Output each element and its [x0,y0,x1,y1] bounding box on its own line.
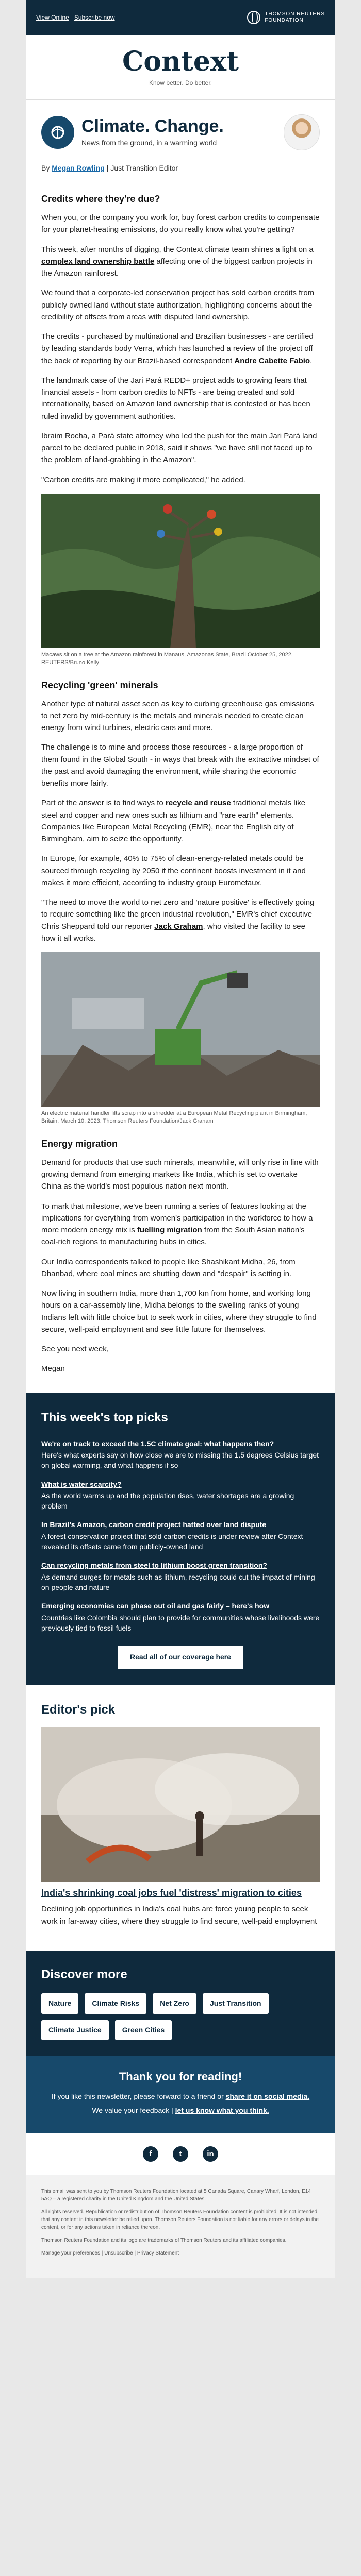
pick-item [41,1519,320,1552]
topic-chip-nature[interactable]: Nature [41,1993,78,2014]
text: The credits - purchased by multinational and Brazilian businesses - are certified by leading standards body Verra, which has launched a review of the project off the back of reporting by our Brazil-based correspondent [41,332,314,365]
pick-description: A forest conservation project that sold carbon credits is under review after Context revealed its offsets came from publicly-owned land [41,1532,303,1551]
top-picks-section [26,1393,335,1685]
discover-heading: Discover more [41,1967,127,1981]
paragraph [41,797,320,845]
newsletter-subtitle: News from the ground, in a warming world [81,139,217,147]
coal-migration-photo[interactable] [41,1727,320,1882]
photo-caption: Macaws sit on a tree at the Amazon rainforest in Manaus, Amazonas State, Brazil October 25, 2022. REUTERS/Bruno Kelly [41,651,293,666]
paragraph: "Carbon credits are making it more complicated," he added. [41,475,245,484]
paragraph: When you, or the company you work for, buy forest carbon credits to compensate for your planet-heating emissions, do you really know what you're getting? [41,213,320,234]
section-heading-recycling: Recycling 'green' minerals [41,680,158,690]
share-link[interactable]: share it on social media. [225,2092,310,2100]
paragraph: In Europe, for example, 40% to 75% of clean-energy-related metals could be sourced through recycling by 2050 if the continent boosts investment in it and makes it more efficient, according to industry group Eurometaux. [41,854,306,887]
pick-description: Here's what experts say on how close we are to missing the 1.5 degrees Celsius target on global warming, and what happens if so [41,1451,319,1470]
recycle-link[interactable]: recycle and reuse [165,799,231,808]
climate-icon [41,116,74,149]
footer [26,2175,335,2278]
editors-pick-section [26,1685,335,1951]
facebook-icon[interactable]: f [143,2146,158,2162]
topic-chip-net-zero[interactable]: Net Zero [153,1993,196,2014]
pick-description: As the world warms up and the population rises, water shortages are a growing problem [41,1491,294,1511]
share-line [41,2091,320,2103]
newsletter-title: Climate. Change. [81,116,224,136]
topic-chip-climate-justice[interactable]: Climate Justice [41,2020,109,2041]
text: traditional metals like steel and copper and new ones such as lithium and "rare earth" elements. Companies like European Metal Recycling (EMR), near the English city of Birmingham, aim to seize the opportunity. [41,799,305,844]
top-bar [26,0,335,35]
footer-text: Thomson Reuters Foundation and its logo are trademarks of Thomson Reuters and its affiliated companies. [41,2237,287,2243]
pick-title-link[interactable]: What is water scarcity? [41,1480,122,1488]
coverage-button-row [41,1646,320,1669]
paragraph [41,244,320,280]
paragraph: We found that a corporate-led conservation project has sold carbon credits from publicly owned land without state authorization, highlighting concerns about the credibility of offsets from areas with disputed land ownership. [41,289,315,321]
social-links [26,2133,335,2175]
byline [26,163,335,181]
tagline: Know better. Do better. [149,79,212,87]
paragraph: The landmark case of the Jari Pará REDD+ project adds to growing fears that financial assets - from carbon credits to NFTs - are being created and sold internationally, based on Amazon land ownership that is contested or has been ruled invalid by government authorities. [41,376,310,421]
text: We value your feedback | [92,2106,175,2115]
topic-chip-just-transition[interactable]: Just Transition [203,1993,269,2014]
twitter-icon[interactable]: t [173,2146,188,2162]
linkedin-icon[interactable]: in [203,2146,218,2162]
editors-pick-title-link[interactable]: India's shrinking coal jobs fuel 'distress' migration to cities [41,1888,302,1899]
foundation-logo [247,11,325,24]
paragraph [41,331,320,367]
email-container [26,0,335,2278]
text: . [310,356,313,365]
context-logo[interactable]: Context [122,46,239,77]
paragraph: Now living in southern India, more than 1,700 km from home, and working long hours on a car-assembly line, Midha belongs to the swelling ranks of young Indians left with little choice but to seek work in cities, where they struggle to find secure, well-paid employment and see little future for themselves. [41,1289,317,1334]
newsletter-header [26,100,335,163]
top-links [36,13,115,23]
pick-item [41,1560,320,1592]
sign-off: See you next week, [41,1345,109,1354]
pick-title-link[interactable]: Can recycling metals from steel to lithium boost green transition? [41,1561,267,1570]
amazon-macaws-photo [41,494,320,648]
thanks-heading: Thank you for reading! [119,2070,242,2083]
editors-pick-description: Declining job opportunities in India's coal hubs are force young people to seek work in far-away cities, where they struggle to find secure, well-paid employment [41,1905,317,1926]
pick-title-link[interactable]: Emerging economies can phase out oil and gas fairly – here's how [41,1602,270,1611]
pick-description: Countries like Colombia should plan to provide for communities whose livelihoods were previously tied to fossil fuels [41,1613,320,1632]
migration-link[interactable]: fuelling migration [137,1226,202,1235]
feedback-link[interactable]: let us know what you think. [175,2106,269,2115]
newsletter-title-block [41,116,224,149]
article-body [26,192,335,1375]
text: To mark that milestone, we've been running a series of features looking at the implications for everything from women's participation in the workforce to how a more modern energy mix is [41,1201,313,1235]
org-name-line1: THOMSON REUTERS [265,11,325,17]
topic-chips [41,1993,320,2040]
thanks-section [26,2056,335,2132]
footer-links[interactable]: Manage your preferences | Unsubscribe | Privacy Statement [41,2250,179,2256]
org-name-line2: FOUNDATION [265,18,304,23]
paragraph [41,896,320,944]
author-role: | Just Transition Editor [106,163,178,172]
text: Part of the answer is to find ways to [41,799,166,808]
paragraph: The challenge is to mine and process those resources - a large proportion of them found in the Global South - in ways that break with the extractive mindset of the past and avoid damaging the environment, while sharing the economic benefits more fairly. [41,743,319,788]
subscribe-link[interactable]: Subscribe now [74,13,115,21]
top-picks-heading: This week's top picks [41,1410,168,1425]
globe-icon [247,11,260,24]
author-avatar [284,114,320,150]
pick-item [41,1438,320,1471]
pick-item [41,1601,320,1633]
text: affecting one of the biggest carbon projects in the Amazon rainforest. [41,257,313,278]
feedback-line [41,2105,320,2116]
footer-text: All rights reserved. Republication or redistribution of Thomson Reuters Foundation content is prohibited. It is not intended that any content in this newsletter be relied upon. Thomson Reuters Foundation is not liable for any errors or delays in the content, or for any actions taken in reliance thereon. [41,2209,319,2230]
pick-description: As demand surges for metals such as lithium, recycling could cut the impact of mining on people and nature [41,1572,315,1591]
land-battle-link[interactable]: complex land ownership battle [41,257,155,266]
pick-title-link[interactable]: In Brazil's Amazon, carbon credit project hatted over land dispute [41,1520,267,1529]
reporter-link[interactable]: Jack Graham [154,922,203,931]
scrap-recycling-photo [41,952,320,1107]
discover-section [26,1951,335,2056]
author-link[interactable]: Megan Rowling [52,163,105,172]
masthead [26,35,335,100]
topic-chip-climate-risks[interactable]: Climate Risks [85,1993,146,2014]
sign-name: Megan [41,1364,65,1374]
footer-text: This email was sent to you by Thomson Reuters Foundation located at 5 Canada Square, Canary Wharf, London, E14 5AQ – a registered charity in the United Kingdom and the United States. [41,2188,311,2202]
text: from the South Asian nation's coal-rich regions to manufacturing hubs in cities. [41,1226,305,1247]
read-coverage-button[interactable]: Read all of our coverage here [118,1646,243,1669]
paragraph [41,1200,320,1248]
topic-chip-green-cities[interactable]: Green Cities [115,2020,172,2041]
correspondent-link[interactable]: Andre Cabette Fabio [234,356,310,365]
section-heading-credits: Credits where they're due? [41,194,160,205]
paragraph: Our India correspondents talked to people like Shashikant Midha, 26, from Dhanbad, where coal mines are shutting down and "despair" is setting in. [41,1257,296,1278]
view-online-link[interactable]: View Online [36,13,69,21]
paragraph: Demand for products that use such minerals, meanwhile, will only rise in line with growing demand from emerging markets like India, which is set to overtake China as the world's most populous nation next month. [41,1158,319,1191]
pick-title-link[interactable]: We're on track to exceed the 1.5C climate goal: what happens then? [41,1439,274,1448]
paragraph: Another type of natural asset seen as key to curbing greenhouse gas emissions to net zero by mid-century is the metals and minerals needed to create clean energy from wind turbines, electric cars and more. [41,699,314,733]
editors-pick-heading: Editor's pick [41,1702,116,1717]
text: "The need to move the world to net zero and 'nature positive' is effectively going to require something like the green industrial revolution," EMR's chief executive Chris Sheppard told our reporter [41,898,315,931]
byline-prefix: By [41,163,50,172]
photo-caption: An electric material handler lifts scrap into a shredder at a European Metal Recycling plant in Birmingham, Britain, March 10, 2023. Thomson Reuters Foundation/Jack Graham [41,1110,307,1125]
text: This week, after months of digging, the Context climate team shines a light on a [41,245,314,254]
paragraph: Ibraim Rocha, a Pará state attorney who led the push for the main Jari Pará land parcel to be declared public in 2018, said it shows "we have still not faced up to the problem of land-grabbing in the Amazon". [41,431,317,465]
text: If you like this newsletter, please forward to a friend or [51,2092,226,2100]
text: , who visited the facility to see how it all works. [41,922,305,943]
pick-item [41,1479,320,1512]
section-heading-migration: Energy migration [41,1138,118,1149]
